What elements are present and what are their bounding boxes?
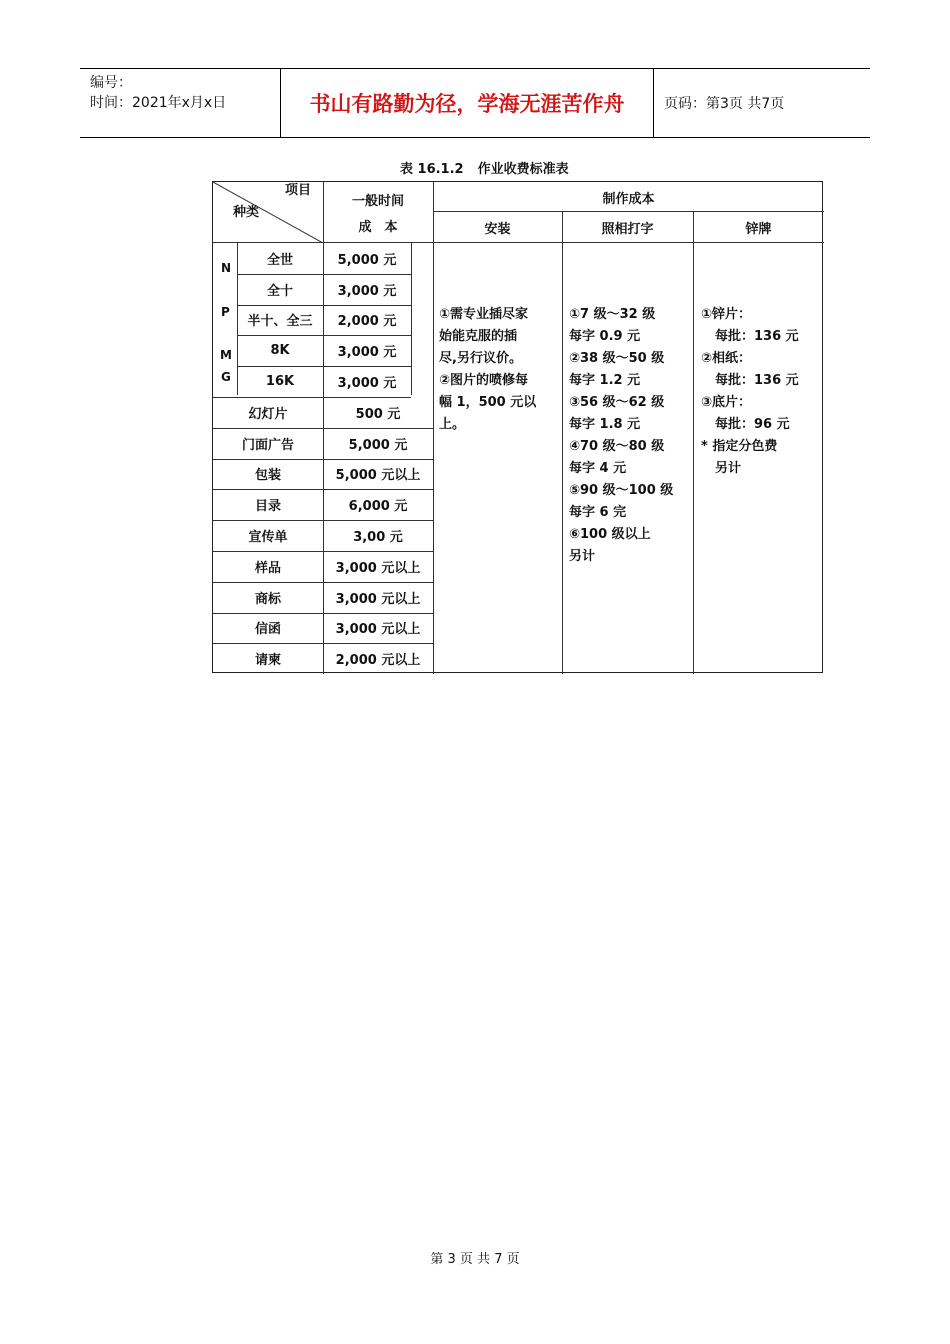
caption-number: 表 16.1.2 — [400, 162, 464, 177]
row-item: 目录 — [254, 499, 281, 515]
row-item: 商标 — [254, 591, 281, 607]
typesetting-header: 照相打字 — [601, 221, 654, 237]
page-info: 页码：第3页 共7页 — [664, 96, 785, 112]
row-item: 包装 — [254, 468, 281, 484]
zinc-note-line: ②相纸： — [701, 351, 752, 366]
zinc-note-line: 每批：136 元 — [715, 329, 799, 344]
row-item: 宣传单 — [248, 530, 288, 546]
col-line-4 — [693, 211, 694, 674]
document-header — [80, 68, 870, 138]
time-label: 时间：2021年x月x日 — [90, 95, 227, 111]
row-item: 全十 — [266, 283, 293, 299]
zinc-note — [701, 304, 823, 480]
typesetting-note-line: 每字 4 元 — [569, 461, 627, 476]
number-label: 编号： — [90, 75, 132, 91]
caption-title: 作业收费标准表 — [477, 162, 569, 177]
zinc-note-line: ①锌片： — [701, 307, 752, 322]
corner-bottom-label: 种类 — [233, 205, 260, 220]
typesetting-note-line: ⑥100 级以上 — [569, 527, 651, 542]
row-item: 16K — [265, 374, 295, 390]
zinc-note-line: 另计 — [715, 461, 742, 476]
row-cost: 500 元 — [355, 406, 401, 422]
production-cost-header: 制作成本 — [602, 191, 655, 207]
row-cost: 5,000 元 — [337, 252, 397, 268]
fee-standard-table — [212, 181, 823, 673]
install-note — [439, 304, 561, 436]
typesetting-note-line: 每字 1.2 元 — [569, 373, 641, 388]
install-header: 安装 — [484, 221, 511, 237]
row-item: 门面广告 — [241, 437, 294, 453]
motto: 书山有路勤为径，学海无涯苦作舟 — [280, 69, 654, 137]
group-label-m: M — [220, 348, 232, 362]
row-cost: 2,000 元 — [337, 314, 397, 330]
row-item: 幻灯片 — [248, 406, 288, 422]
typesetting-note — [569, 304, 693, 568]
row-item: 8K — [270, 343, 290, 359]
row-cost: 3,000 元 — [337, 283, 397, 299]
typesetting-note-line: ⑤90 级～100 级 — [569, 483, 674, 498]
install-note-line: 尽,另行议价。 — [439, 351, 522, 366]
typesetting-note-line: 每字 6 完 — [569, 505, 627, 520]
page-footer: 第 3 页 共 7 页 — [430, 1252, 520, 1267]
row-item: 请柬 — [254, 653, 281, 669]
group-label-g: G — [221, 370, 231, 384]
install-note-line: ②图片的喷修每 — [439, 373, 529, 388]
row-cost: 2,000 元以上 — [335, 653, 421, 669]
typesetting-note-line: ④70 级～80 级 — [569, 439, 665, 454]
general-cost-header: 一般时间 — [351, 193, 404, 209]
row-item: 全世 — [266, 252, 293, 268]
general-cost-header-line2: 成 本 — [358, 219, 398, 235]
row-cost: 3,000 元以上 — [335, 622, 421, 638]
zinc-note-line: 每批：96 元 — [715, 417, 790, 432]
typesetting-note-line: ①7 级～32 级 — [569, 307, 656, 322]
row-cost: 5,000 元以上 — [335, 468, 421, 484]
zinc-header: 锌牌 — [745, 221, 772, 237]
group-label-p: P — [221, 305, 230, 319]
typesetting-note-line: 每字 1.8 元 — [569, 417, 641, 432]
row-cost: 3,000 元以上 — [335, 560, 421, 576]
typesetting-note-line: 另计 — [569, 549, 596, 564]
zinc-note-line: * 指定分色费 — [701, 439, 778, 454]
row-cost: 3,000 元 — [337, 345, 397, 361]
row-item: 样品 — [254, 560, 281, 576]
row-cost: 3,000 元 — [337, 376, 397, 392]
install-note-line: 幅 1，500 元以 — [439, 395, 537, 410]
group-label-n: N — [221, 261, 232, 275]
typesetting-note-line: ③56 级～62 级 — [569, 395, 665, 410]
row-item: 半十、全三 — [247, 314, 313, 330]
header-divider — [433, 211, 824, 212]
install-note-line: ①需专业插尽家 — [439, 307, 529, 322]
typesetting-note-line: ②38 级～50 级 — [569, 351, 665, 366]
install-note-line: 始能克服的插 — [439, 329, 518, 344]
zinc-note-line: 每批：136 元 — [715, 373, 799, 388]
typesetting-note-line: 每字 0.9 元 — [569, 329, 641, 344]
table-caption — [400, 158, 569, 177]
col-line-3 — [562, 211, 563, 674]
zinc-note-line: ③底片： — [701, 395, 752, 410]
row-cost: 6,000 元 — [348, 499, 408, 515]
col-line-2 — [433, 182, 434, 674]
subcost-divider — [411, 242, 412, 395]
row-item: 信函 — [254, 622, 281, 638]
corner-top-label: 项目 — [285, 183, 312, 198]
row-cost: 3,00 元 — [353, 530, 403, 546]
row-cost: 3,000 元以上 — [335, 591, 421, 607]
install-note-line: 上。 — [439, 417, 466, 432]
header-meta — [80, 69, 280, 137]
row-cost: 5,000 元 — [348, 437, 408, 453]
